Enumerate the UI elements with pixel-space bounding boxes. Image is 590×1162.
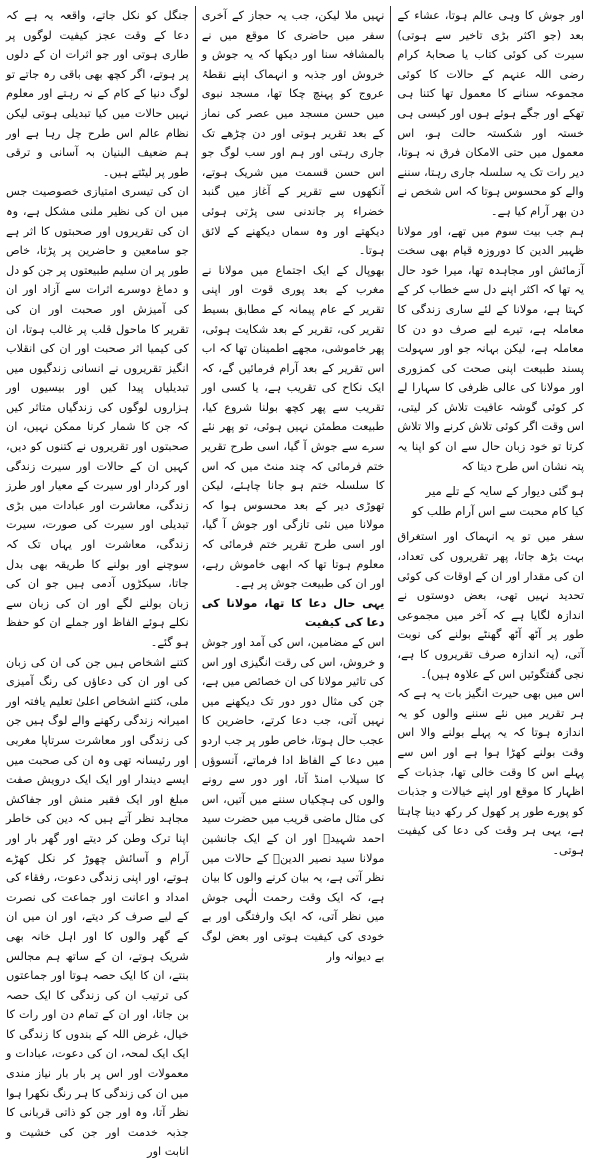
verse-couplet: [397, 482, 584, 521]
paragraph: بھوپال کے ایک اجتماع میں مولانا نے مغرب کے بعد پوری قوت اور اپنی تقریر کے عام پیمانہ کے مطابق بسیط تقریر کی، تقریر کے بعد شکایت ہوئی، پھر خاموشی، مجھے اطمینان تھا کہ اب اس تقریر کے بعد آرام فرمائیں گے، کہ ایک نکاح کی تقریب ہے، یا کسی اور تقریب سے پھر کچھ بولنا شروع کیا، طبیعت مطمئن نہیں ہوئی، تو پھر نئے سرے سے جوش آ گیا، اسی طرح تقریر ختم فرمائی کہ چند منٹ میں کہ اس کا سلسلہ ختم ہو جانا چاہئے، لیکن تھوڑی دیر کے بعد محسوس ہوا کہ مولانا میں نئی تازگی اور جوش آ گیا، اور اسی طرح تقریر ختم فرمائی کہ معلوم ہوتا تھا کہ ابھی خاموش رہے، اور ان کی طبیعت جوش پر ہے۔: [201, 263, 385, 591]
verse-line-2: کیا کام محبت سے اس آرام طلب کو: [411, 503, 584, 518]
verse-line-1: ہو گئی دیوار کے سایہ کے تلے میر: [425, 484, 584, 499]
column-middle: [196, 6, 391, 963]
paragraph: اور جوش کا وہی عالم ہوتا، عشاء کے بعد (جو اکثر بڑی تاخیر سے ہوتی) سیرت کی کوئی کتاب یا صحابۂ کرام رضی اللہ عنہم کے حالات کا کوئی مجموعہ سنانے کا معمول تھا کتنا ہی تھکے اور جگے ہوئے ہوں اور کیسی ہی خستہ اور شکستہ حالت ہو، اس معمول میں حتی الامکان فرق نہ ہوتا، دیر رات تک یہ سلسلہ جاری رہتا، سننے والے کو محسوس ہوتا کہ اس شخص نے دن بھر آرام کیا ہے۔: [397, 9, 584, 218]
section-heading: یہی حال دعا کا تھا، مولانا کی دعا کی کیفیت: [201, 596, 385, 630]
paragraph: ہم جب بیت سوم میں تھے، اور مولانا ظہیر الدین کا دوروزہ قیام بھی سخت آزمائش اور مجاہدہ تھا، میرا خود حال یہ تھا کہ اکثر اپنے دل سے خطاب کر کے کہتا ہے، مولانا کے لئے ساری زندگی کا معاملہ ہے، تیرے لیے صرف دو دن کا معاملہ ہے، لیکن بہانہ جو اور سہولت پسند طبیعت اپنی صحت کی کمزوری اور مولانا کی عالی ظرفی کا سہارا لے کر کوئی گوشہ عافیت تلاش کر لیتی، اس وقت اگر کوئی تلاش کرنے والا تلاش کرتا تو خود زبان حال سے ان کو اپنا یہ پتہ نشان اس طرح دیتا کہ: [397, 224, 584, 473]
column-left: [6, 6, 195, 1159]
paragraph: ان کی تیسری امتیازی خصوصیت جس میں ان کی نظیر ملنی مشکل ہے، وہ ان کی تقریروں اور صحبتوں کا اثر ہے جو سامعین و حاضرین پر پڑتا، خاص طور پر ان سلیم طبیعتوں پر جن کو دل و دماغ دوسرے اثرات سے آزاد اور ان کی آمیزش اور صحبت اور ان کی تقریر کا ماحول قلب پر غالب ہوتا، ان کی کیمیا اثر صحبت اور ان کی انقلاب انگیز تقریروں نے انسانی زندگیوں میں تبدیلیاں پیدا کیں اور بیسیوں اور ہزاروں لوگوں کی زندگیاں متاثر کیں کہ جن کا شمار کرنا ممکن نہیں، ان صحبتوں اور تقریروں نے کتنوں کو دیں، کہیں ان کے حالات اور سیرت زندگی اور کردار اور سیرت کے معیار اور طرز زندگی، معاشرت اور عبادات میں بڑی تبدیلی اور سیرت کی صورت، سیرت زندگی، معاشرت اور یہاں تک کہ سوچنے اور بولنے کا طریقہ بھی بدل جاتا، سیکڑوں آدمی ہیں جو ان کی زبان بولنے لگے اور ان کی زبان سے نکلے ہوئے الفاظ اور جملے ان کو حفظ ہو گئے۔: [6, 185, 189, 649]
paragraph: سفر میں تو یہ انہماک اور استغراق بہت بڑھ جاتا، پھر تقریروں کی تعداد، ان کی مقدار اور ان کے اوقات کی کوئی تحدید نہیں تھی، بعض دوستوں نے اندازہ لگایا ہے کہ آخر میں مجموعی طور پر آٹھ آٹھ گھنٹے بولنے کی نوبت آتی، (یہ اندازہ صرف تقریروں کا ہے، نجی گفتگوئیں اس کے علاوہ ہیں)۔: [397, 530, 584, 681]
paragraph: جنگل کو نکل جاتے، واقعہ یہ ہے کہ دعا کے وقت عجز کیفیت لوگوں پر طاری ہوتی اور جو اثرات ان کے دلوں پر ہوتے، اگر کچھ بھی باقی رہ جاتے تو لوگ دنیا کے کام کے نہ رہتے اور معلوم نہیں حالات میں کیا تبدیلی ہوتی لیکن نظام عالم اس طرح چل رہا ہے اور ہم ضعیف البنیان بہ آسانی و ترقی طور پر لیٹتے ہیں۔: [6, 9, 189, 179]
paragraph: اس میں بھی حیرت انگیز بات یہ ہے کہ ہر تقریر میں نئے سننے والوں کو یہ اندازہ ہوتا کہ یہ پہلے بولنے والا اس وقت بولنے کھڑا ہوا ہے اور اس سے پہلے اس کا وقت خالی تھا، جذبات کے اظہار کا موقع اور اپنے خیالات و جذبات کو پورے طور پر کھول کر رکھ دینا چاہتا ہے، یہی ہر وقت کی دعا کی کیفیت ہوتی۔: [397, 687, 584, 857]
paragraph: اس کے مضامین، اس کی آمد اور جوش و خروش، اس کی رقت انگیزی اور اس کی تاثیر مولانا کی ان خصائص میں ہے، جن کی مثال دور دور تک دیکھنے میں نہیں آتی، جب دعا کرتے، حاضرین کا عجب حال ہوتا، خاص طور پر جب اردو میں دعا کے الفاظ ادا فرماتے، آنسوؤں کا سیلاب امنڈ آتا، اور دور سے رونے والوں کی ہچکیاں سننے میں آتیں، اس کی مثال ماضی قریب میں حضرت سید احمد شہیدؒ اور ان کے ایک جانشین مولانا سید نصیر الدینؒ کے حالات میں نظر آتی ہے، یہ بیان کرنے والوں کا بیان ہے، کہ ایک وقت رحمت الٰہی جوش میں نظر آتی، کہ ایک وارفتگی اور بے خودی کی کیفیت ہوتی اور بعض لوگ بے دیوانہ وار: [201, 636, 385, 963]
three-column-layout: [6, 6, 584, 1159]
paragraph: کتنے اشخاص ہیں جن کی ان کی زبان کی اور ان کی دعاؤں کی رنگ آمیزی ملی، کتنے اشخاص اعلیٰ تعلیم یافتہ اور امیرانہ زندگی رکھنے والے لوگ ہیں جن کی زندگی اور معاشرت سرتاپا مغربی اور رئیسانہ تھی وہ ان کی صحبت میں ایسے دیندار اور ایک ایک درویش صفت مبلغ اور ایک فقیر منش اور جفاکش مجاہد نظر آتے ہیں کہ دین کی خاطر اپنا ترک وطن کر دیتے اور گھر بار اور آرام و آسائش چھوڑ کر نکل کھڑے ہوتے، اور اپنی زندگی دعوت، رفقاء کی امداد و اعانت اور جماعت کی نصرت کے لیے صرف کر دیتے، اور ان میں ان کے گھر والوں کا اور اہل خانہ بھی شریک ہوتے، ان کے ساتھ ہم مجالس بنتے، ان کا ایک حصہ ہوتا اور جماعتوں کی ترتیب ان کی زندگی کا ایک حصہ بن جاتا، اور ان کے تمام دن اور رات کا خیال، غرض اللہ کے بندوں کا زندگی کا ایک ایک لمحہ، ان کی دعوت، عبادات و معمولات اور اس پر بار بار نیاز مندی میں ان کی زندگی کا ہر رنگ نکھرا ہوا نظر آتا، وہ اور جن کو ذاتی قربانی کا جذبہ خدمت اور جن کی خشیت و انابت اور: [6, 655, 189, 1159]
column-right: [391, 6, 584, 857]
paragraph: نہیں ملا لیکن، جب یہ حجاز کے آخری سفر میں حاضری کا موقع میں نے بالمشافہ سنا اور دیکھا کہ یہ جوش و خروش اور جذبہ و انہماک اپنے نقطۂ عروج کو پہنچ چکا تھا، مسجد نبوی میں حسن مسجد میں عصر کی نماز کے بعد تقریر ہوتی اور دن چڑھے تک جاری رہتی اور ہم اور سب لوگ جو اس حسن قسمت میں شریک ہوتے، آنکھوں سے تقریر کے آغاز میں گنبد خضراء پر جاندنی سی پڑتی ہوئی دیکھتے اور وہ سماں دیکھنے کے لائق ہوتا۔: [201, 9, 385, 258]
